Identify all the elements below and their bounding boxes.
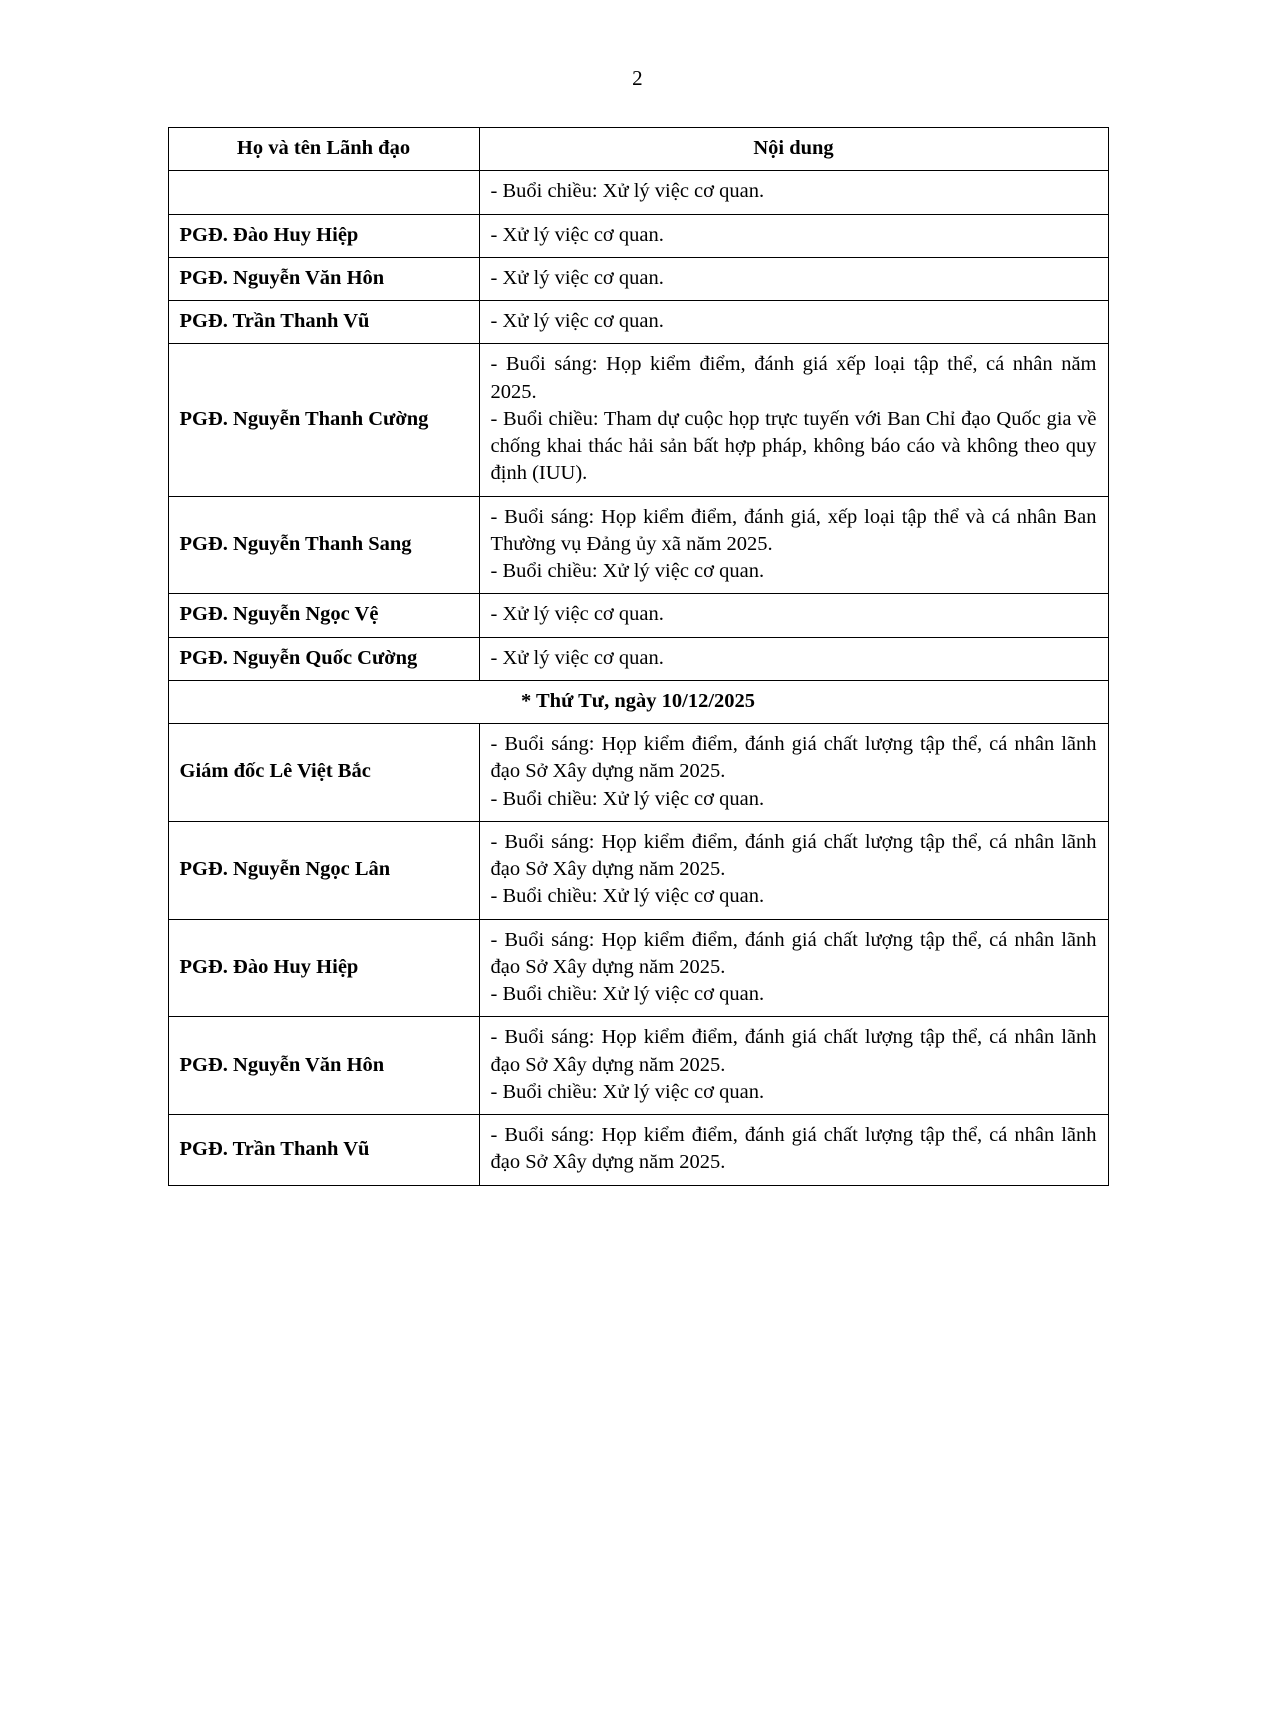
leader-name-cell: PGĐ. Nguyễn Văn Hôn <box>168 1017 479 1115</box>
content-cell <box>479 637 1108 680</box>
content-line: - Xử lý việc cơ quan. <box>490 603 664 626</box>
leader-name-cell: PGĐ. Nguyễn Ngọc Vệ <box>168 594 479 637</box>
content-cell <box>479 301 1108 344</box>
leader-name-cell: PGĐ. Nguyễn Thanh Cường <box>168 344 479 496</box>
page-number: 2 <box>632 66 643 90</box>
content-line: - Xử lý việc cơ quan. <box>490 646 664 669</box>
content-line: - Xử lý việc cơ quan. <box>490 223 664 246</box>
schedule-table-container <box>168 127 1108 1186</box>
table-row <box>168 496 1108 594</box>
table-row <box>168 637 1108 680</box>
content-line: - Buổi sáng: Họp kiểm điểm, đánh giá chất lượng tập thể, cá nhân lãnh đạo Sở Xây dựng năm 2025. <box>490 1026 1097 1076</box>
schedule-table <box>168 127 1109 1186</box>
leader-name-cell: PGĐ. Nguyễn Quốc Cường <box>168 637 479 680</box>
leader-name-cell: PGĐ. Trần Thanh Vũ <box>168 1115 479 1186</box>
content-line: - Buổi sáng: Họp kiểm điểm, đánh giá xếp loại tập thể, cá nhân năm 2025. <box>490 353 1097 403</box>
column-header-leader-name: Họ và tên Lãnh đạo <box>168 128 479 171</box>
content-line: - Buổi chiều: Tham dự cuộc họp trực tuyến với Ban Chỉ đạo Quốc gia về chống khai thác hải sản bất hợp pháp, không báo cáo và không theo quy định (IUU). <box>490 407 1097 485</box>
content-cell <box>479 257 1108 300</box>
table-row <box>168 821 1108 919</box>
document-page <box>0 66 1275 1716</box>
content-line: - Buổi chiều: Xử lý việc cơ quan. <box>490 787 765 810</box>
content-cell <box>479 1017 1108 1115</box>
leader-name-cell: PGĐ. Đào Huy Hiệp <box>168 214 479 257</box>
content-cell <box>479 594 1108 637</box>
table-row <box>168 919 1108 1017</box>
content-cell <box>479 496 1108 594</box>
leader-name-cell: PGĐ. Nguyễn Thanh Sang <box>168 496 479 594</box>
content-line: - Buổi chiều: Xử lý việc cơ quan. <box>490 560 765 582</box>
table-header-row <box>168 128 1108 171</box>
table-row <box>168 301 1108 344</box>
content-line: - Buổi sáng: Họp kiểm điểm, đánh giá chất lượng tập thể, cá nhân lãnh đạo Sở Xây dựng năm 2025. <box>490 1124 1097 1174</box>
content-line: - Buổi chiều: Xử lý việc cơ quan. <box>490 180 765 203</box>
content-cell <box>479 171 1108 214</box>
table-row <box>168 214 1108 257</box>
table-row <box>168 594 1108 637</box>
table-row <box>168 1017 1108 1115</box>
leader-name-cell: PGĐ. Đào Huy Hiệp <box>168 919 479 1017</box>
content-cell <box>479 1115 1108 1186</box>
content-line: - Xử lý việc cơ quan. <box>490 266 664 289</box>
leader-name-cell: Giám đốc Lê Việt Bắc <box>168 724 479 822</box>
content-line: - Buổi chiều: Xử lý việc cơ quan. <box>490 1080 765 1103</box>
content-line: - Buổi sáng: Họp kiểm điểm, đánh giá chất lượng tập thể, cá nhân lãnh đạo Sở Xây dựng năm 2025. <box>490 928 1097 978</box>
day-heading: * Thứ Tư, ngày 10/12/2025 <box>168 680 1108 723</box>
content-line: - Buổi chiều: Xử lý việc cơ quan. <box>490 983 765 1005</box>
day-separator-row <box>168 680 1108 723</box>
leader-name-cell: PGĐ. Nguyễn Văn Hôn <box>168 257 479 300</box>
table-row <box>168 344 1108 496</box>
leader-name-cell: PGĐ. Nguyễn Ngọc Lân <box>168 821 479 919</box>
content-line: - Buổi sáng: Họp kiểm điểm, đánh giá, xếp loại tập thể và cá nhân Ban Thường vụ Đảng ủy xã năm 2025. <box>490 505 1097 555</box>
table-row <box>168 724 1108 822</box>
content-cell <box>479 821 1108 919</box>
content-cell <box>479 724 1108 822</box>
column-header-content: Nội dung <box>479 128 1108 171</box>
table-row <box>168 171 1108 214</box>
content-cell <box>479 919 1108 1017</box>
content-line: - Buổi chiều: Xử lý việc cơ quan. <box>490 885 765 908</box>
content-line: - Xử lý việc cơ quan. <box>490 310 664 332</box>
leader-name-cell: PGĐ. Trần Thanh Vũ <box>168 301 479 344</box>
leader-name-cell <box>168 171 479 214</box>
content-cell <box>479 214 1108 257</box>
table-row <box>168 257 1108 300</box>
content-line: - Buổi sáng: Họp kiểm điểm, đánh giá chất lượng tập thể, cá nhân lãnh đạo Sở Xây dựng năm 2025. <box>490 733 1097 783</box>
content-cell <box>479 344 1108 496</box>
table-row <box>168 1115 1108 1186</box>
content-line: - Buổi sáng: Họp kiểm điểm, đánh giá chất lượng tập thể, cá nhân lãnh đạo Sở Xây dựng năm 2025. <box>490 830 1097 880</box>
